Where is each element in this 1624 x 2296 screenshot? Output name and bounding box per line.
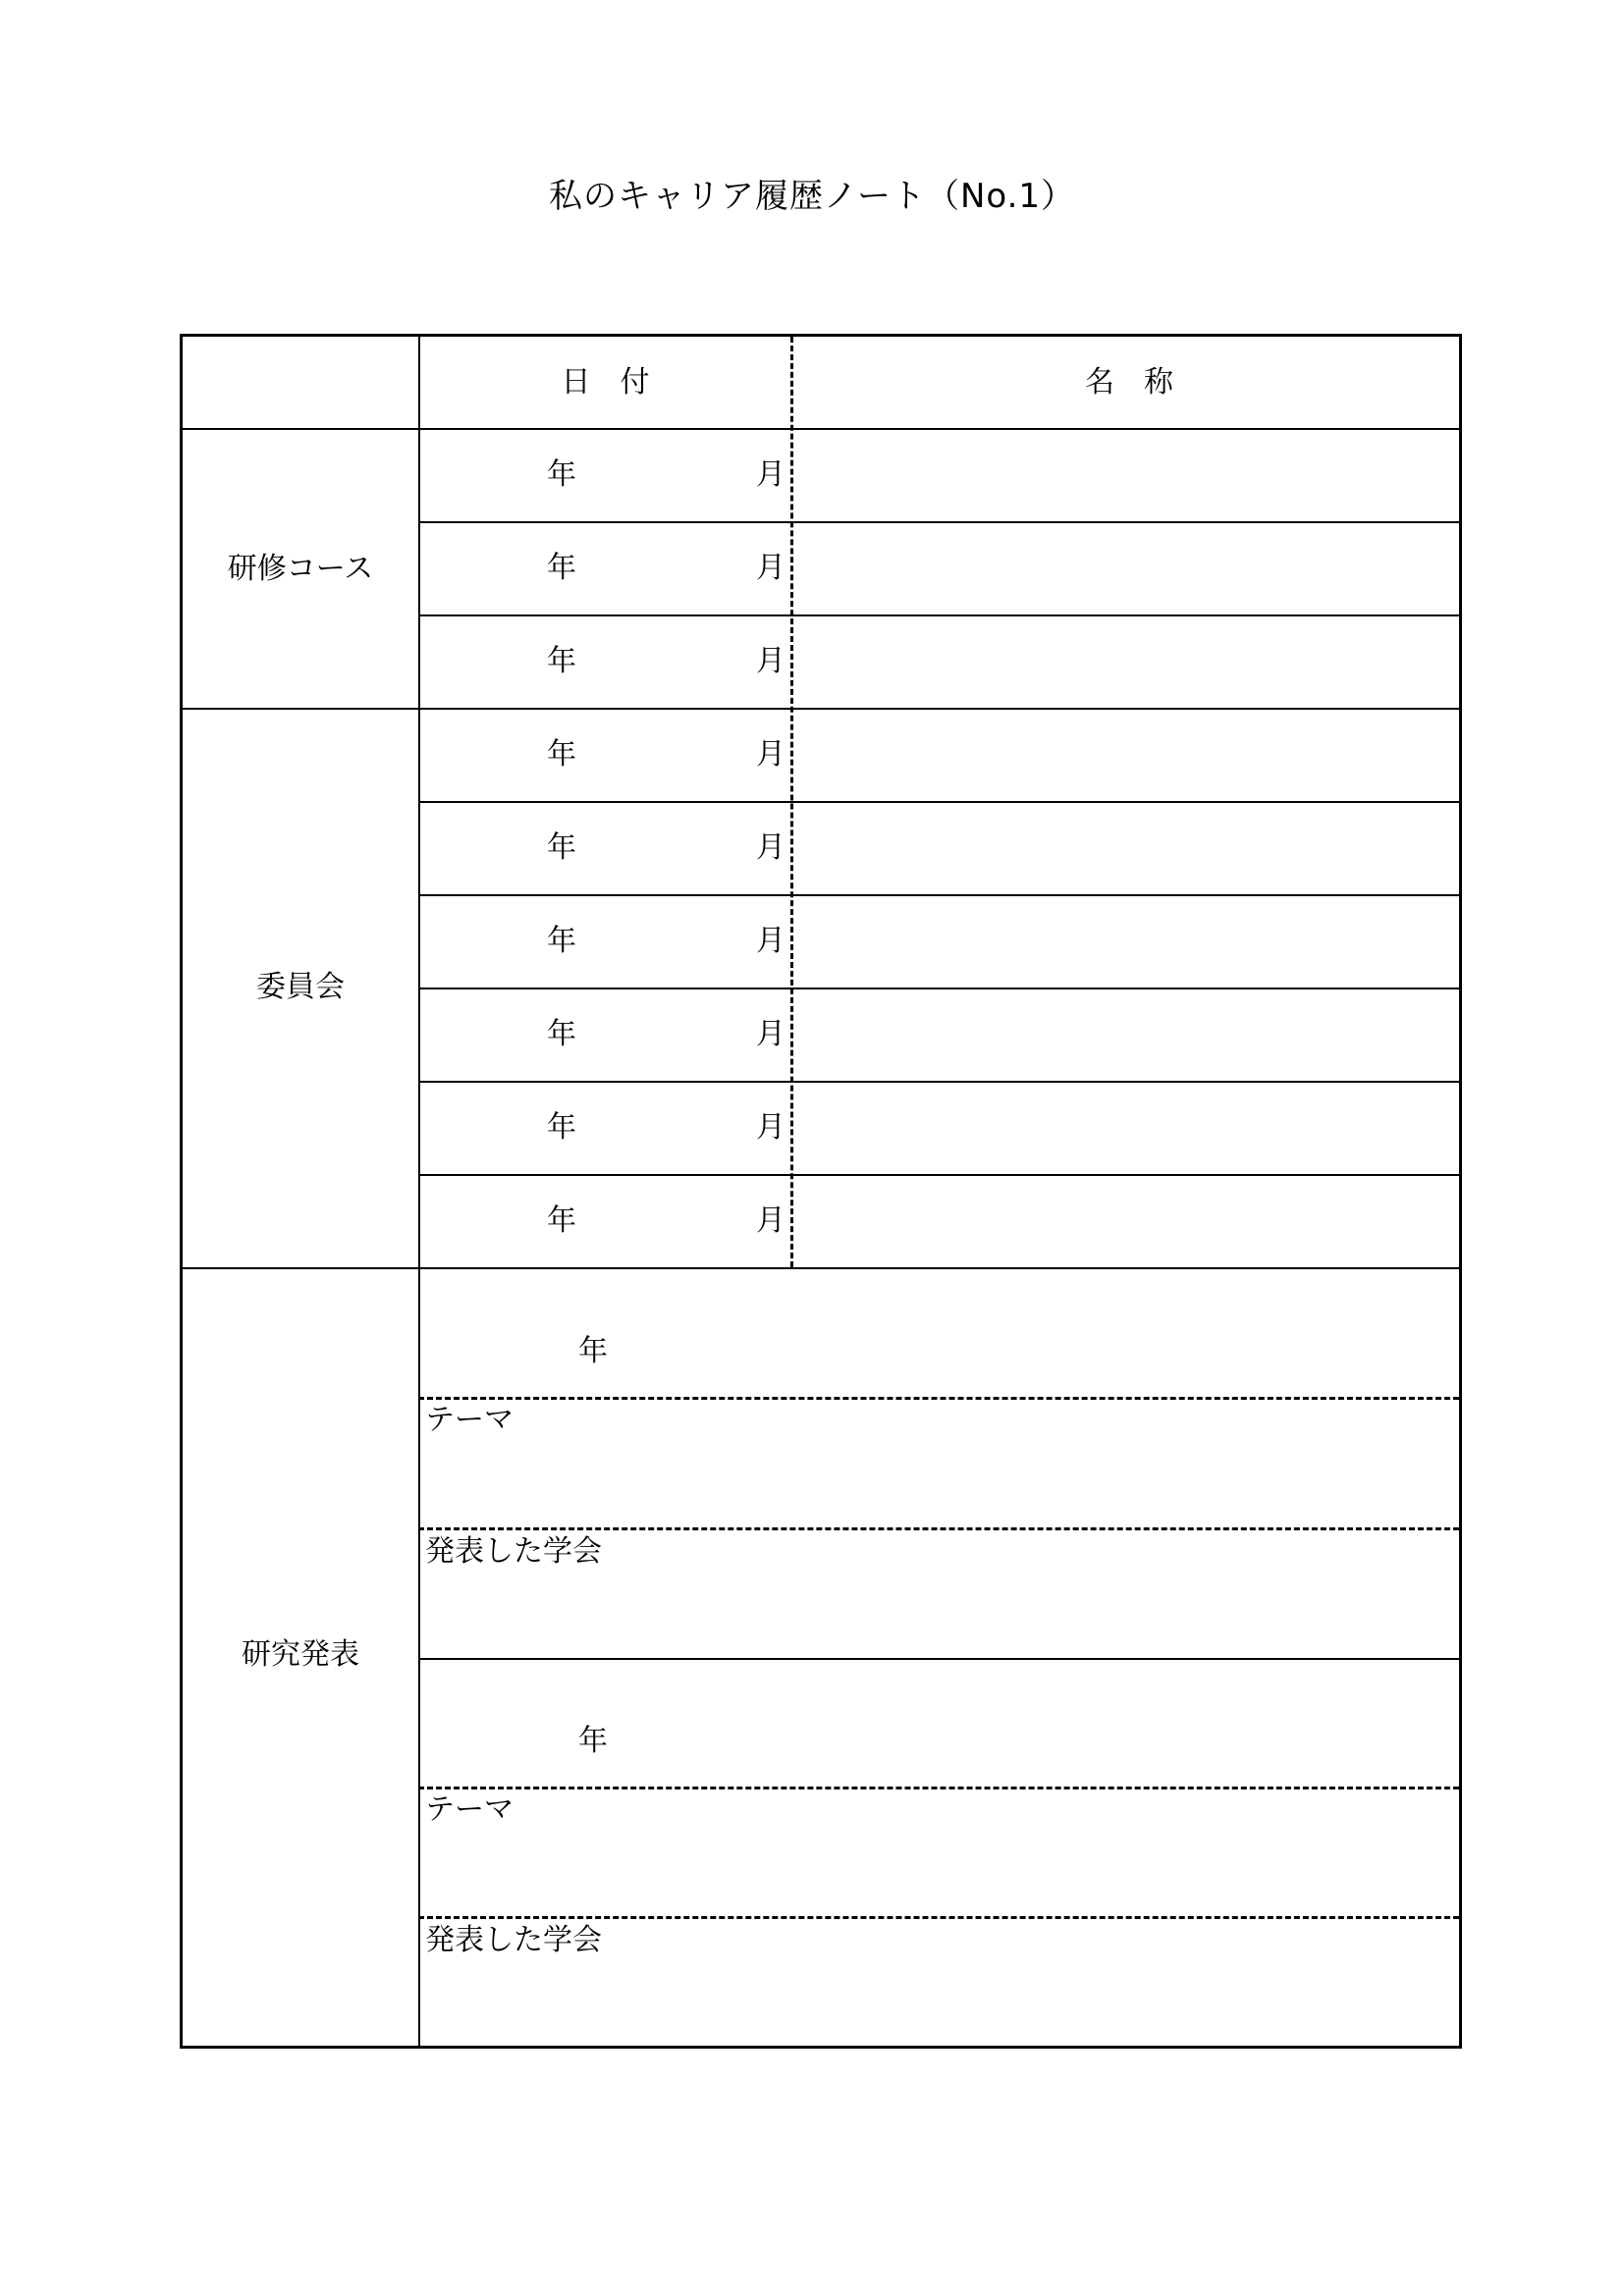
research-1-year: 年 bbox=[578, 1334, 608, 1368]
committee-row-4-year: 年 bbox=[547, 1017, 576, 1051]
header-divider bbox=[183, 428, 1459, 430]
training-row-2-year: 年 bbox=[547, 551, 576, 585]
row-divider bbox=[418, 521, 1459, 523]
committee-row-3-month: 月 bbox=[756, 924, 785, 958]
row-divider bbox=[418, 801, 1459, 803]
section-label-research: 研究発表 bbox=[242, 1637, 359, 1672]
committee-row-2-month: 月 bbox=[756, 830, 785, 865]
committee-row-5-year: 年 bbox=[547, 1110, 576, 1145]
row-divider bbox=[418, 614, 1459, 616]
career-table bbox=[180, 334, 1462, 2049]
section-label-committee: 委員会 bbox=[256, 970, 345, 1004]
dotted-divider bbox=[418, 1527, 1459, 1530]
research-2-society-label: 発表した学会 bbox=[425, 1923, 602, 1957]
research-1-society-label: 発表した学会 bbox=[425, 1534, 602, 1569]
committee-row-1-month: 月 bbox=[756, 737, 785, 772]
page-title: 私のキャリア履歴ノート（No.1） bbox=[548, 177, 1076, 216]
training-row-1-year: 年 bbox=[547, 457, 576, 492]
research-2-year: 年 bbox=[578, 1724, 608, 1758]
dotted-divider bbox=[418, 1916, 1459, 1919]
row-divider bbox=[418, 894, 1459, 896]
dotted-divider bbox=[418, 1787, 1459, 1789]
research-2-theme-label: テーマ bbox=[425, 1792, 514, 1827]
training-row-2-month: 月 bbox=[756, 551, 785, 585]
committee-row-3-year: 年 bbox=[547, 924, 576, 958]
section-label-training: 研修コース bbox=[227, 552, 374, 586]
row-divider bbox=[418, 1174, 1459, 1176]
committee-row-1-year: 年 bbox=[547, 737, 576, 772]
research-1-theme-label: テーマ bbox=[425, 1403, 514, 1437]
committee-row-5-month: 月 bbox=[756, 1110, 785, 1145]
training-row-3-year: 年 bbox=[547, 644, 576, 678]
committee-row-2-year: 年 bbox=[547, 830, 576, 865]
committee-row-6-month: 月 bbox=[756, 1203, 785, 1238]
name-column-header: 名 称 bbox=[1085, 365, 1173, 400]
section-divider bbox=[183, 708, 1459, 710]
committee-row-6-year: 年 bbox=[547, 1203, 576, 1238]
row-divider bbox=[418, 1081, 1459, 1083]
row-divider bbox=[418, 1658, 1459, 1660]
training-row-1-month: 月 bbox=[756, 457, 785, 492]
committee-row-4-month: 月 bbox=[756, 1017, 785, 1051]
section-divider bbox=[183, 1267, 1459, 1269]
training-row-3-month: 月 bbox=[756, 644, 785, 678]
date-column-header: 日 付 bbox=[561, 365, 650, 400]
dotted-divider bbox=[418, 1397, 1459, 1400]
row-divider bbox=[418, 988, 1459, 989]
